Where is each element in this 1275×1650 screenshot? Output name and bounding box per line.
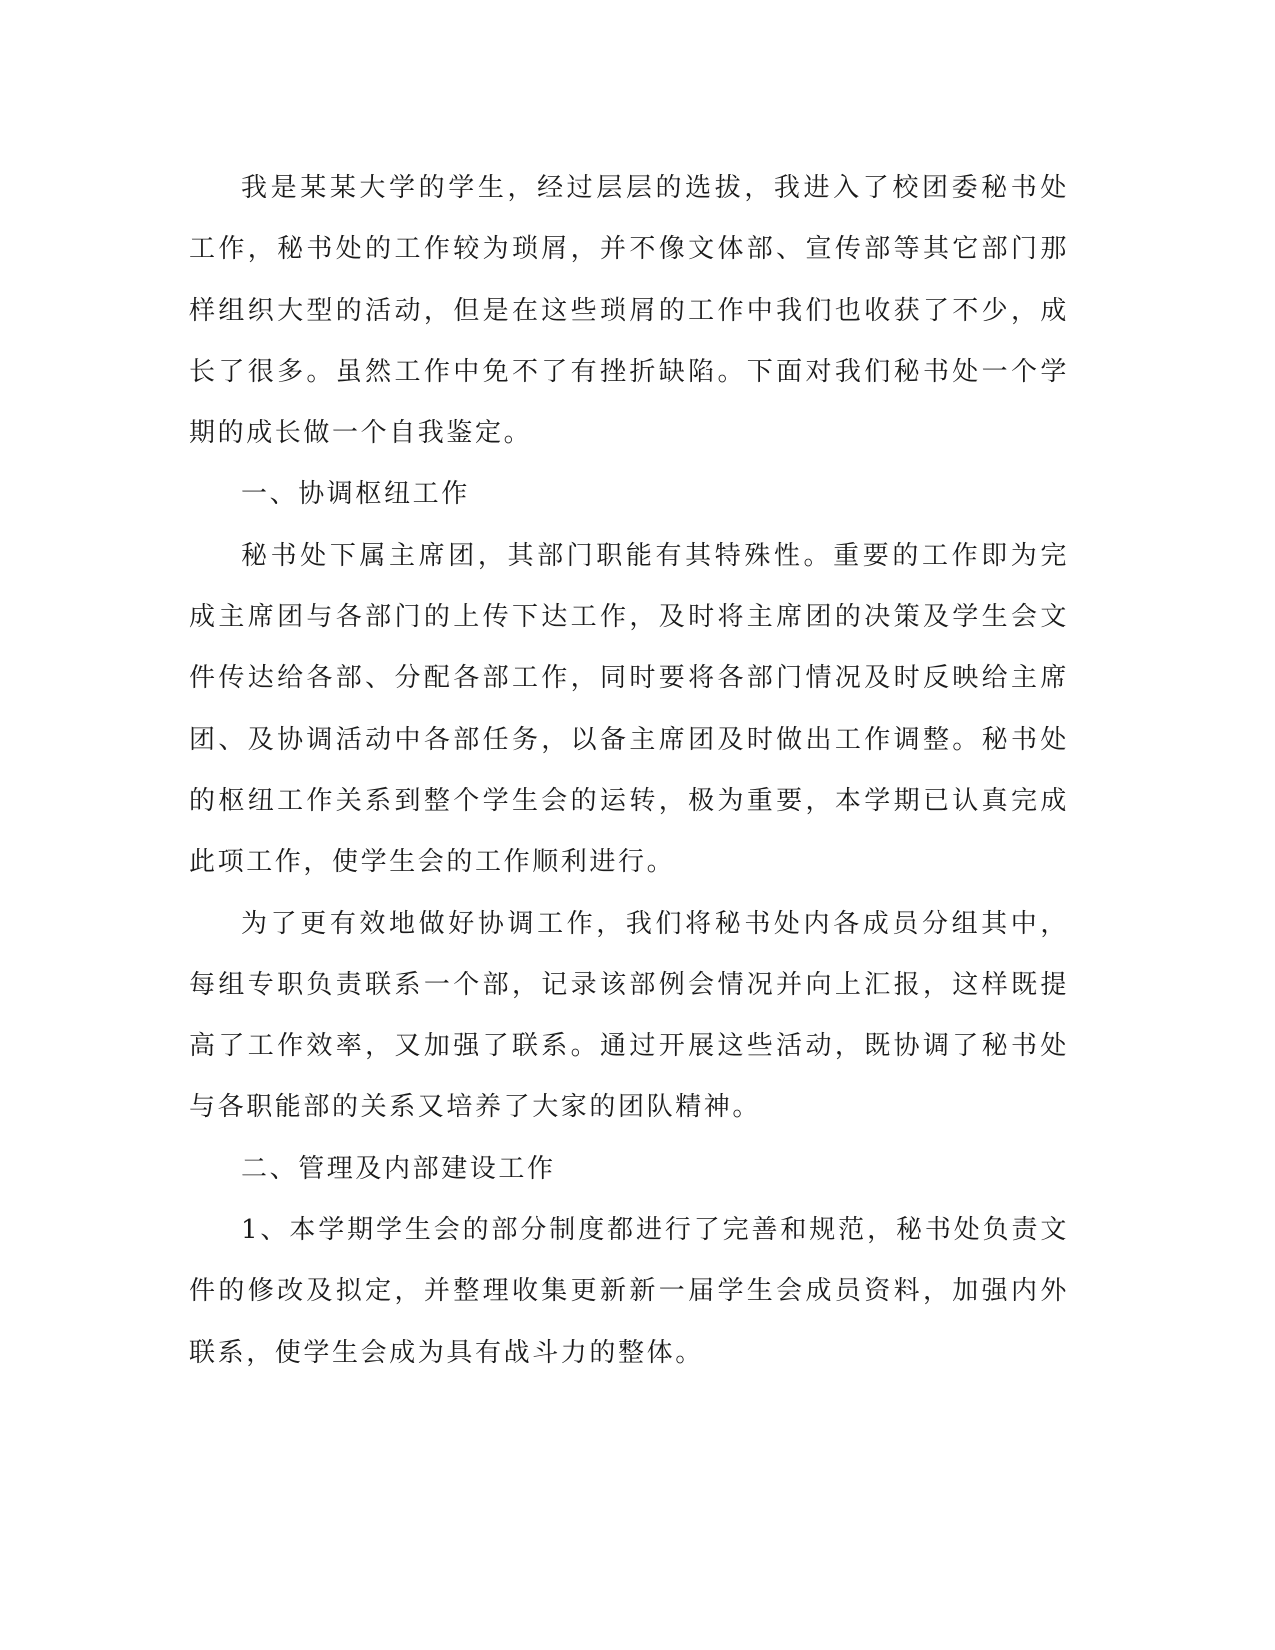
section-heading-management: 二、管理及内部建设工作 [241,1153,556,1184]
section-heading-coordination: 一、协调枢纽工作 [241,479,470,510]
paragraph-grouping: 为了更有效地做好协调工作，我们将秘书处内各成员分组其中，每组专职负责联系一个部，记录该部例会情况并向上汇报，这样既提高了工作效率，又加强了联系。通过开展这些活动，既协调了秘书处与各职能部的关系又培养了大家的团队精神。 [189,908,1069,1123]
paragraph-coordination: 秘书处下属主席团，其部门职能有其特殊性。重要的工作即为完成主席团与各部门的上传下达工作，及时将主席团的决策及学生会文件传达给各部、分配各部工作，同时要将各部门情况及时反映给主席团、及协调活动中各部任务，以备主席团及时做出工作调整。秘书处的枢纽工作关系到整个学生会的运转，极为重要，本学期已认真完成此项工作，使学生会的工作顺利进行。 [189,540,1069,878]
paragraph-intro: 我是某某大学的学生，经过层层的选拔，我进入了校团委秘书处工作，秘书处的工作较为琐屑，并不像文体部、宣传部等其它部门那样组织大型的活动，但是在这些琐屑的工作中我们也收获了不少，成长了很多。虽然工作中免不了有挫折缺陷。下面对我们秘书处一个学期的成长做一个自我鉴定。 [189,173,1069,449]
paragraph-management-1: 1、本学期学生会的部分制度都进行了完善和规范，秘书处负责文件的修改及拟定，并整理收集更新新一届学生会成员资料，加强内外联系，使学生会成为具有战斗力的整体。 [189,1215,1069,1368]
document-body [189,158,1069,1384]
